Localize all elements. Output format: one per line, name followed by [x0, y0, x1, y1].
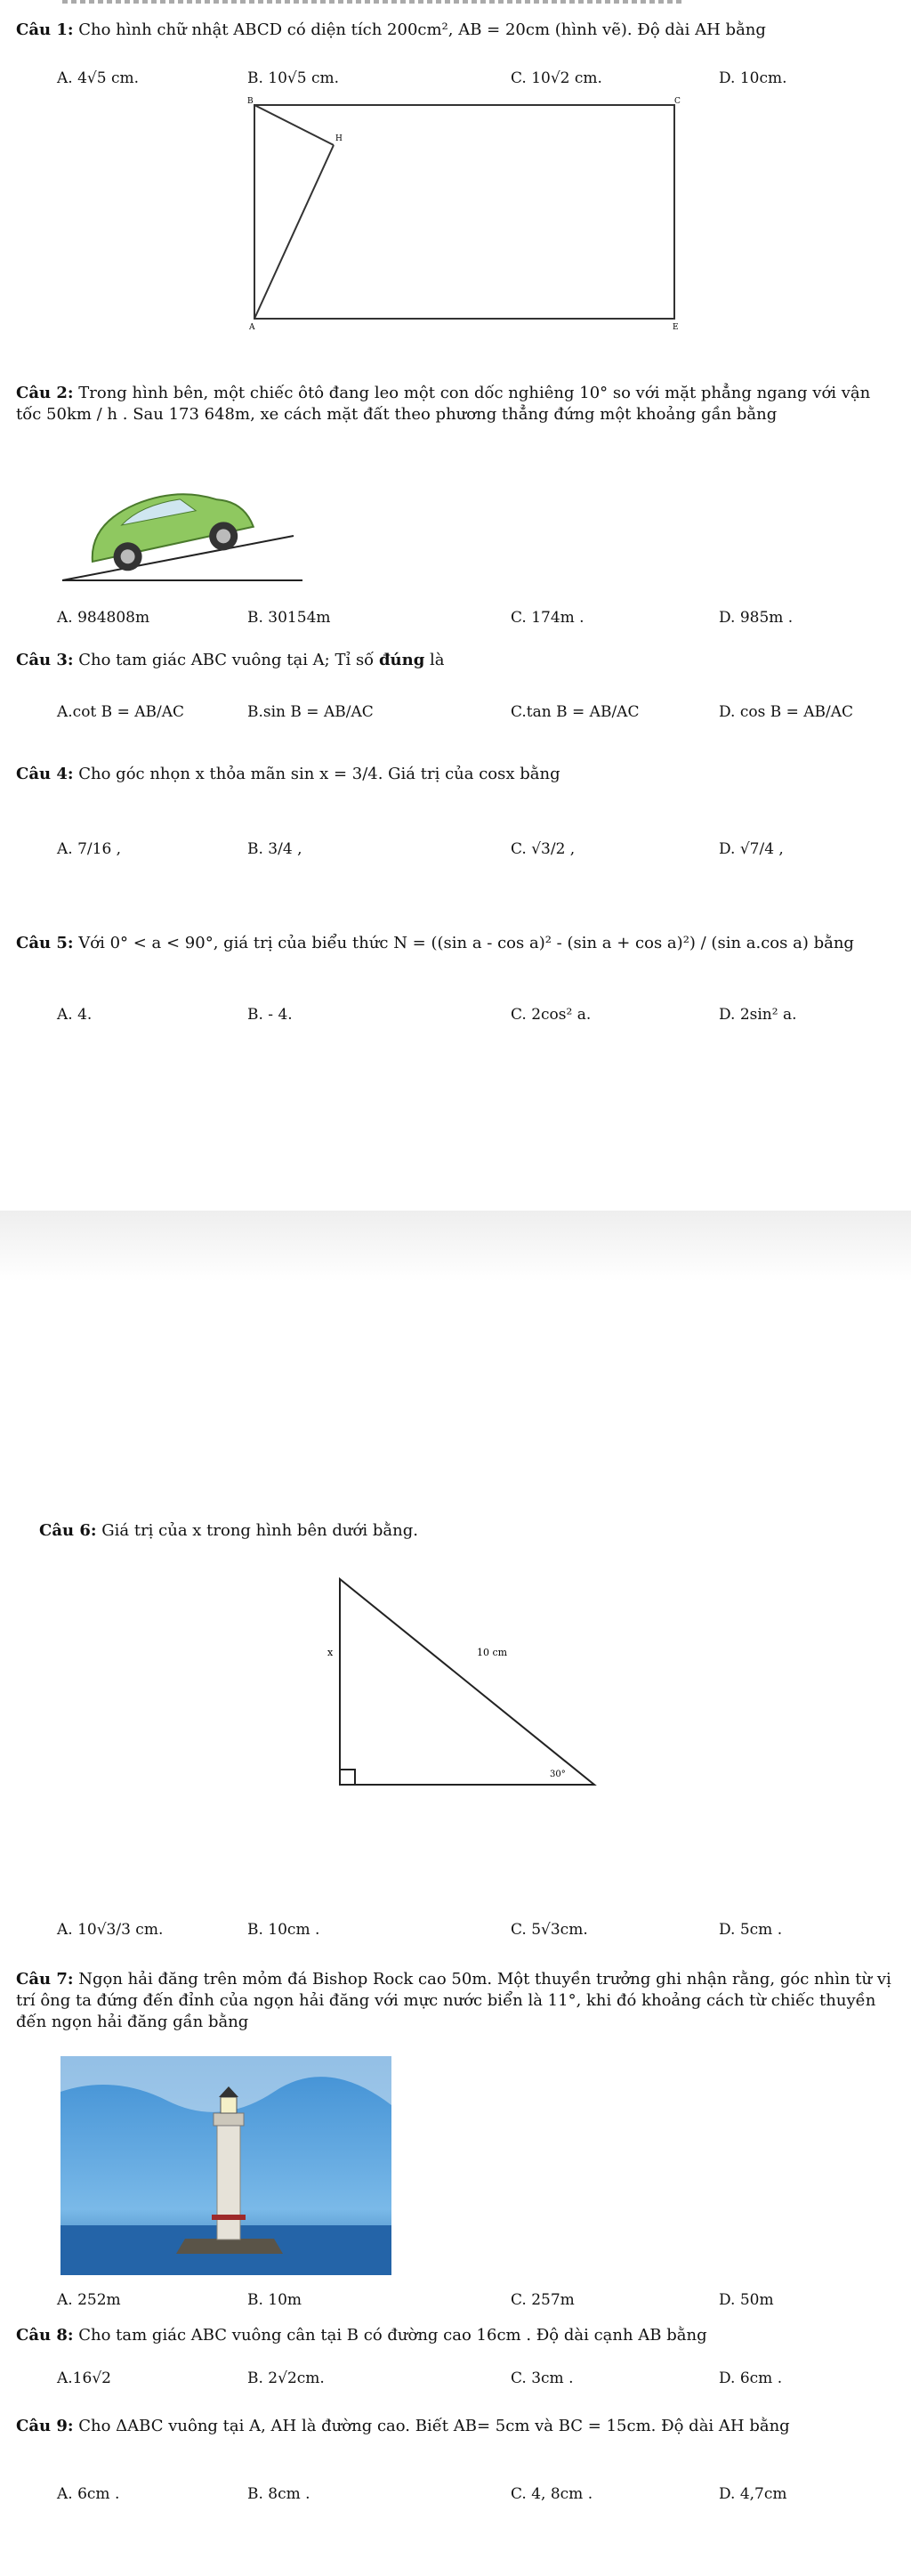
question-1-label: Câu 1: [16, 20, 74, 39]
question-1-text: Cho hình chữ nhật ABCD có diện tích 200cm², AB = 20cm (hình vẽ). Độ dài AH bằng [78, 20, 766, 39]
q1-rectangle-figure [240, 96, 685, 332]
q6-option-d[interactable]: D. 5cm . [719, 1921, 783, 1939]
q8-option-d[interactable]: D. 6cm . [719, 2369, 783, 2387]
cropped-top-text [62, 0, 685, 4]
q1-fig-label-c: C [674, 97, 681, 106]
q6-fig-label-angle: 30° [550, 1770, 566, 1779]
question-2-text: Trong hình bên, một chiếc ôtô đang leo một con dốc nghiêng 10° so với mặt phẳng ngang với vận tốc 50km / h . Sau 173 648m, xe cách mặt đất theo phương thẳng đứng một khoảng gần bằng [16, 384, 871, 424]
question-6 [39, 1520, 893, 1542]
question-3-text-bold: đúng [378, 651, 425, 669]
question-2-label: Câu 2: [16, 384, 74, 402]
q6-triangle-figure [327, 1567, 603, 1798]
q2-option-d[interactable]: D. 985m . [719, 609, 794, 627]
question-5 [16, 933, 897, 954]
q5-option-b[interactable]: B. - 4. [247, 1006, 293, 1024]
q2-option-a[interactable]: A. 984808m [57, 609, 150, 627]
q5-option-a[interactable]: A. 4. [57, 1006, 93, 1024]
q6-option-c[interactable]: C. 5√3cm. [511, 1921, 588, 1939]
q1-option-c[interactable]: C. 10√2 cm. [511, 69, 602, 87]
question-5-label: Câu 5: [16, 934, 74, 952]
q6-option-b[interactable]: B. 10cm . [247, 1921, 320, 1939]
q6-option-a[interactable]: A. 10√3/3 cm. [57, 1921, 164, 1939]
question-6-label: Câu 6: [39, 1521, 97, 1540]
question-8-text: Cho tam giác ABC vuông cân tại B có đường cao 16cm . Độ dài cạnh AB bằng [78, 2326, 707, 2345]
question-4-label: Câu 4: [16, 765, 74, 783]
q8-option-b[interactable]: B. 2√2cm. [247, 2369, 325, 2387]
q1-fig-label-a: A [249, 323, 255, 332]
q7-option-c[interactable]: C. 257m [511, 2291, 575, 2309]
question-4 [16, 764, 897, 785]
q4-option-a[interactable]: A. 7/16 , [57, 840, 122, 858]
q7-option-d[interactable]: D. 50m [719, 2291, 774, 2309]
q9-option-b[interactable]: B. 8cm . [247, 2485, 310, 2503]
q4-option-d[interactable]: D. √7/4 , [719, 840, 784, 858]
question-9-text: Cho ΔABC vuông tại A, AH là đường cao. Biết AB= 5cm và BC = 15cm. Độ dài AH bằng [78, 2417, 790, 2435]
question-3-label: Câu 3: [16, 651, 74, 669]
question-8-label: Câu 8: [16, 2326, 74, 2345]
q1-option-d[interactable]: D. 10cm. [719, 69, 787, 87]
question-3-text-post: là [430, 651, 445, 669]
question-9-label: Câu 9: [16, 2417, 74, 2435]
q2-option-c[interactable]: C. 174m . [511, 609, 584, 627]
q3-option-c[interactable]: C.tan B = AB/AC [511, 703, 640, 721]
q3-option-d[interactable]: D. cos B = AB/AC [719, 703, 854, 721]
question-1 [16, 20, 897, 41]
q1-option-a[interactable]: A. 4√5 cm. [57, 69, 139, 87]
q2-option-b[interactable]: B. 30154m [247, 609, 331, 627]
q1-fig-label-b: B [247, 97, 254, 106]
q3-option-b[interactable]: B.sin B = AB/AC [247, 703, 374, 721]
question-8 [16, 2325, 897, 2346]
q8-option-a[interactable]: A.16√2 [57, 2369, 111, 2387]
q1-fig-label-e: E [673, 323, 679, 332]
question-3 [16, 650, 897, 671]
q4-option-c[interactable]: C. √3/2 , [511, 840, 576, 858]
q5-option-d[interactable]: D. 2sin² a. [719, 1006, 797, 1024]
question-5-text: Với 0° < a < 90°, giá trị của biểu thức N = ((sin a - cos a)² - (sin a + cos a)²) / (sin a.cos a) bằng [78, 934, 854, 952]
q9-option-c[interactable]: C. 4, 8cm . [511, 2485, 593, 2503]
q2-car-on-slope-image [53, 447, 311, 589]
q7-option-b[interactable]: B. 10m [247, 2291, 302, 2309]
q4-option-b[interactable]: B. 3/4 , [247, 840, 302, 858]
question-6-text: Giá trị của x trong hình bên dưới bằng. [101, 1521, 418, 1540]
q9-option-d[interactable]: D. 4,7cm [719, 2485, 787, 2503]
q9-option-a[interactable]: A. 6cm . [57, 2485, 120, 2503]
question-7-text: Ngọn hải đăng trên mỏm đá Bishop Rock cao 50m. Một thuyền trưởng ghi nhận rằng, góc nhìn từ vị trí ông ta đứng đến đỉnh của ngọn hải đăng với mực nước biển là 11°, khi đó khoảng cách từ chiếc thuyền đến ngọn hải đăng gần bằng [16, 1970, 891, 2031]
q1-option-b[interactable]: B. 10√5 cm. [247, 69, 340, 87]
question-4-text: Cho góc nhọn x thỏa mãn sin x = 3/4. Giá trị của cosx bằng [78, 765, 560, 783]
question-7-label: Câu 7: [16, 1970, 74, 1989]
question-3-text-pre: Cho tam giác ABC vuông tại A; Tỉ số [78, 651, 375, 669]
q7-option-a[interactable]: A. 252m [57, 2291, 121, 2309]
q8-option-c[interactable]: C. 3cm . [511, 2369, 574, 2387]
question-9 [16, 2416, 897, 2437]
q6-fig-label-x: x [327, 1647, 334, 1658]
q1-fig-label-h: H [335, 134, 343, 143]
q7-lighthouse-image [60, 2056, 391, 2275]
q3-option-a[interactable]: A.cot B = AB/AC [57, 703, 184, 721]
question-2 [16, 383, 897, 425]
page-break [0, 1211, 911, 1282]
q6-fig-label-hyp: 10 cm [477, 1647, 508, 1658]
question-7 [16, 1969, 897, 2033]
q5-option-c[interactable]: C. 2cos² a. [511, 1006, 592, 1024]
